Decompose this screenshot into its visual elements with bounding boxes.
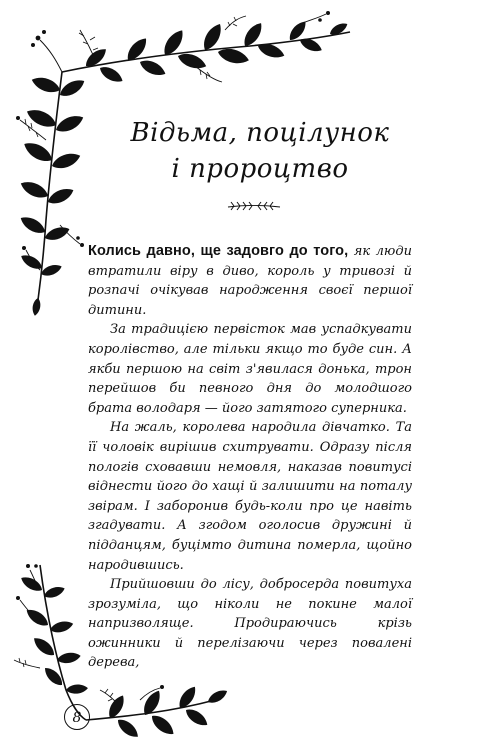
paragraph-2: За традицією первісток мав успадкувати королівство, але тільки якщо то буде син. А якби першою на світ з'явилася донька, трон перейшов би певного дня до молодшого брата володаря — його затятого суперника. — [88, 322, 412, 416]
page-number: 8 — [64, 704, 90, 730]
chapter-body-text — [88, 242, 412, 673]
paragraph-1 — [88, 242, 412, 320]
paragraph-4: Прийшовши до лісу, добросерда повитуха зрозуміла, що ніколи не покине малої напризволяще. Продираючись крізь ожинники й перелізаючи через повалені дерева, — [88, 577, 412, 671]
chapter-title-line2: і пророцтво — [171, 154, 349, 184]
lead-in-text: Колись давно, ще задовго до того, — [88, 243, 349, 259]
paragraph-3: На жаль, королева народила дівчатко. Та її чоловік вирішив схитрувати. Одразу після пологів сховавши немовля, наказав повитусі віднести його до хащі й залишити на поталу звірам. І заборонив будь-коли про це навіть згадувати. А згодом оголосив дружині й підданцям, буцімто дитина померла, щойно народившись. — [88, 420, 412, 573]
sprig-divider-icon — [224, 196, 284, 216]
chapter-title-line1: Відьма, поцілунок — [130, 118, 390, 148]
paragraph-1-rest: як люди втратили віру в диво, король у тривозі й розпачі очікував народження своєї першої дитини. — [88, 244, 412, 318]
